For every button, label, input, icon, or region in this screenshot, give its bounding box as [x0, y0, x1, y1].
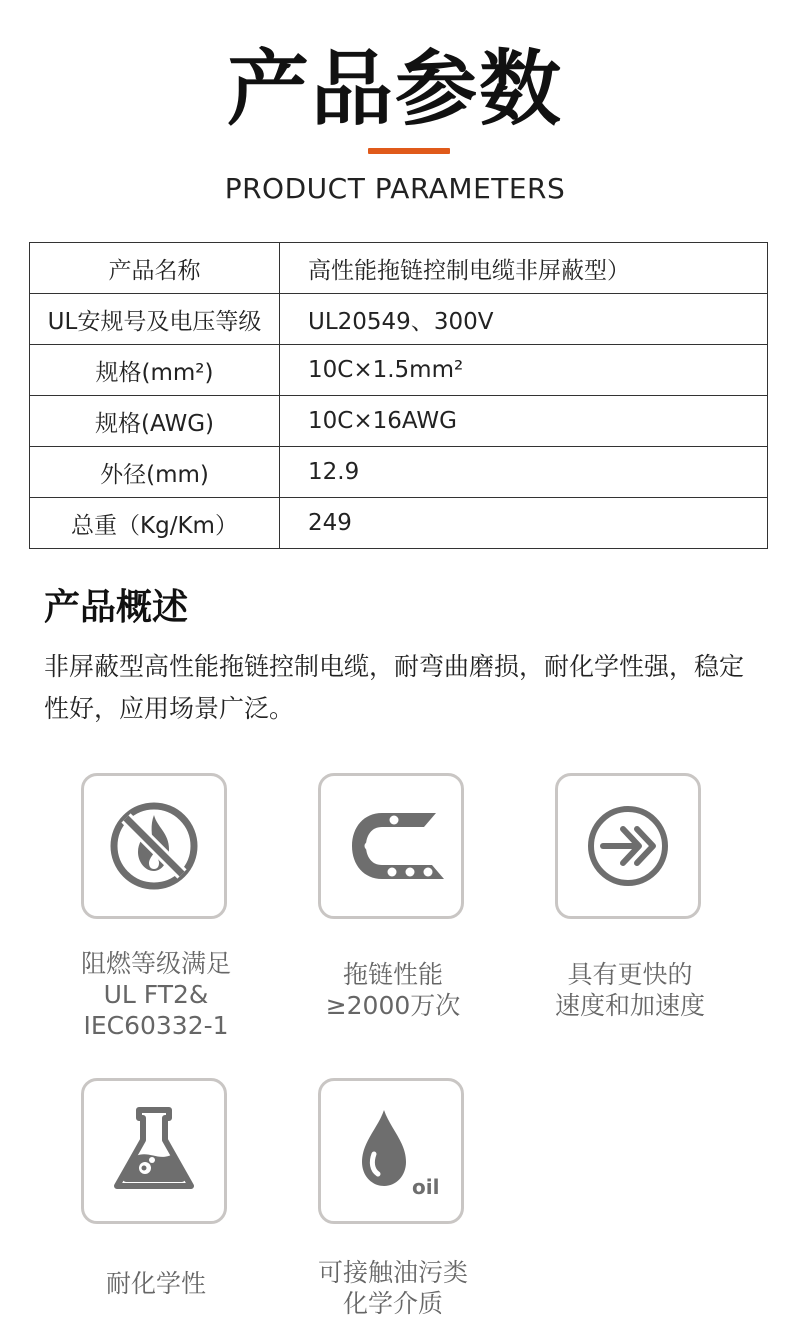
- page-title: 产品参数: [226, 42, 563, 137]
- feature-icon-box: [318, 1078, 464, 1224]
- overview-title: 产品概述: [44, 587, 189, 628]
- no-fire-icon: [99, 791, 209, 901]
- param-key: 规格(mm²): [30, 345, 280, 396]
- table-row: [30, 294, 768, 345]
- table-row: [30, 447, 768, 498]
- oil-drop-icon: [336, 1096, 446, 1206]
- param-key: 总重（Kg/Km）: [30, 498, 280, 549]
- param-value: 10C×16AWG: [280, 396, 768, 447]
- param-value: 10C×1.5mm²: [280, 345, 768, 396]
- chemical-flask-icon: [99, 1096, 209, 1206]
- page-subtitle: PRODUCT PARAMETERS: [224, 172, 566, 205]
- param-key: UL安规号及电压等级: [30, 294, 280, 345]
- table-row: [30, 345, 768, 396]
- feature-label: 耐化学性: [105, 1269, 206, 1298]
- param-value: UL20549、300V: [280, 294, 768, 345]
- feature-label: 具有更快的 速度和加速度: [554, 960, 705, 1020]
- feature-label: 可接触油污类 化学介质: [317, 1258, 468, 1318]
- fast-forward-icon: [573, 791, 683, 901]
- param-key: 产品名称: [30, 243, 280, 294]
- table-row: [30, 396, 768, 447]
- feature-label: 拖链性能 ≥2000万次: [325, 960, 461, 1020]
- feature-icon-box: [81, 1078, 227, 1224]
- param-key: 外径(mm): [30, 447, 280, 498]
- feature-icon-box: [81, 773, 227, 919]
- title-accent-bar: [368, 148, 450, 154]
- drag-chain-icon: [336, 791, 446, 901]
- param-value: 高性能拖链控制电缆非屏蔽型）: [280, 243, 768, 294]
- param-value: 12.9: [280, 447, 768, 498]
- overview-description: 非屏蔽型高性能拖链控制电缆，耐弯曲磨损，耐化学性强，稳定性好，应用场景广泛。: [44, 652, 745, 723]
- oil-text: oil: [412, 1175, 440, 1199]
- param-value: 249: [280, 498, 768, 549]
- table-row: [30, 498, 768, 549]
- feature-label: 阻燃等级满足 UL FT2& IEC60332-1: [80, 949, 231, 1040]
- param-key: 规格(AWG): [30, 396, 280, 447]
- table-row: [30, 243, 768, 294]
- feature-icon-box: [318, 773, 464, 919]
- parameters-table: [29, 242, 768, 549]
- feature-icon-box: [555, 773, 701, 919]
